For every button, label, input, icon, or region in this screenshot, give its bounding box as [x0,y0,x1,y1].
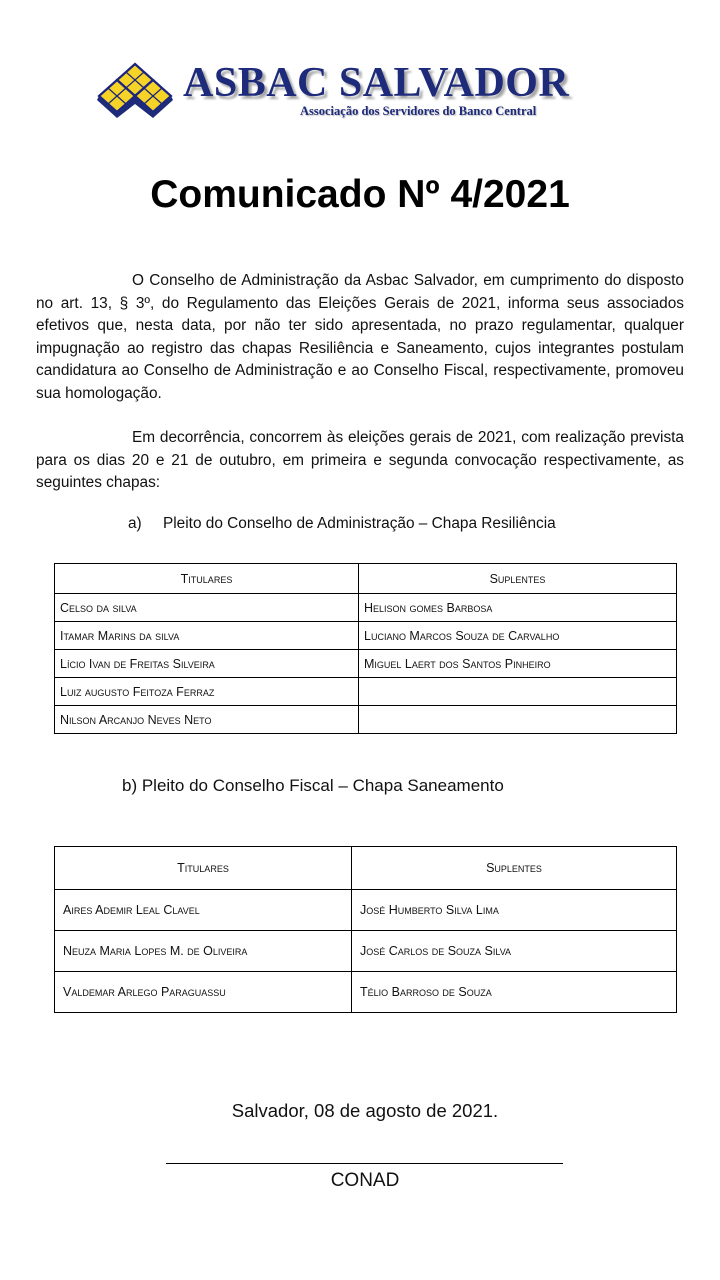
table-cell-suplente [359,678,677,706]
paragraph-candidates [36,427,684,495]
place-and-date: Salvador, 08 de agosto de 2021. [231,1100,499,1121]
table-cell-suplente: Helison gomes Barbosa [359,594,677,622]
signature-line [166,1163,563,1164]
table-cell-titular: Luiz augusto Feitoza Ferraz [55,678,359,706]
table-cell-suplente: José Humberto Silva Lima [352,890,677,931]
table-cell-titular: Itamar Marins da silva [55,622,359,650]
admin-council-table [54,563,677,734]
table-cell-titular: Neuza Maria Lopes M. de Oliveira [55,931,352,972]
table-header-row [55,847,677,890]
table-cell-titular: Nilson Arcanjo Neves Neto [55,706,359,734]
table-cell-suplente: Télio Barroso de Souza [352,972,677,1013]
table-cell-titular: Valdemar Arlego Paraguassu [55,972,352,1013]
column-header-suplentes: Suplentes [359,564,677,594]
signer-name: CONAD [330,1170,400,1191]
paragraph-1-text: O Conselho de Administração da Asbac Salvador, em cumprimento do disposto no art. 13, § 3º, do Regulamento das Eleições Gerais de 2021, informa seus associados efetivos que, nesta data, por não ter sido apresentada, no prazo regulamentar, qualquer impugnação ao registro das chapas Resiliência e Saneamento, cujos integrantes postulam candidatura ao Conselho de Administração e ao Conselho Fiscal, respectivamente, promoveu sua homologação. [36,272,684,402]
table-cell-titular: Aires Ademir Leal Clavel [55,890,352,931]
table-cell-titular: Celso da silva [55,594,359,622]
logo-subtitle: Associação dos Servidores do Banco Central [300,104,537,118]
table-row [55,650,677,678]
paragraph-homologation [36,270,684,405]
column-header-suplentes: Suplentes [352,847,677,890]
column-header-titulares: Titulares [55,847,352,890]
table-row [55,931,677,972]
table-row [55,594,677,622]
table-row [55,678,677,706]
table-row [55,622,677,650]
table-row [55,890,677,931]
table-cell-suplente: Miguel Laert dos Santos Pinheiro [359,650,677,678]
paragraph-2-text: Em decorrência, concorrem às eleições gerais de 2021, com realização prevista para os dias 20 e 21 de outubro, em primeira e segunda convocação respectivamente, as seguintes chapas: [36,429,684,491]
list-item-a-text: Pleito do Conselho de Administração – Chapa Resiliência [163,515,556,532]
list-item-a [128,515,556,533]
asbac-emblem-icon [95,60,175,120]
list-item-b: b) Pleito do Conselho Fiscal – Chapa Saneamento [122,776,504,795]
list-marker-a: a) [128,515,142,532]
table-cell-suplente: Luciano Marcos Souza de Carvalho [359,622,677,650]
table-cell-suplente: José Carlos de Souza Silva [352,931,677,972]
table-cell-suplente [359,706,677,734]
table-row [55,706,677,734]
fiscal-council-table [54,846,677,1013]
logo-title: ASBAC SALVADOR [183,60,570,106]
column-header-titulares: Titulares [55,564,359,594]
table-cell-titular: Lício Ivan de Freitas Silveira [55,650,359,678]
table-row [55,972,677,1013]
document-title: Comunicado Nº 4/2021 [150,173,570,216]
asbac-logo [95,60,625,126]
table-header-row [55,564,677,594]
